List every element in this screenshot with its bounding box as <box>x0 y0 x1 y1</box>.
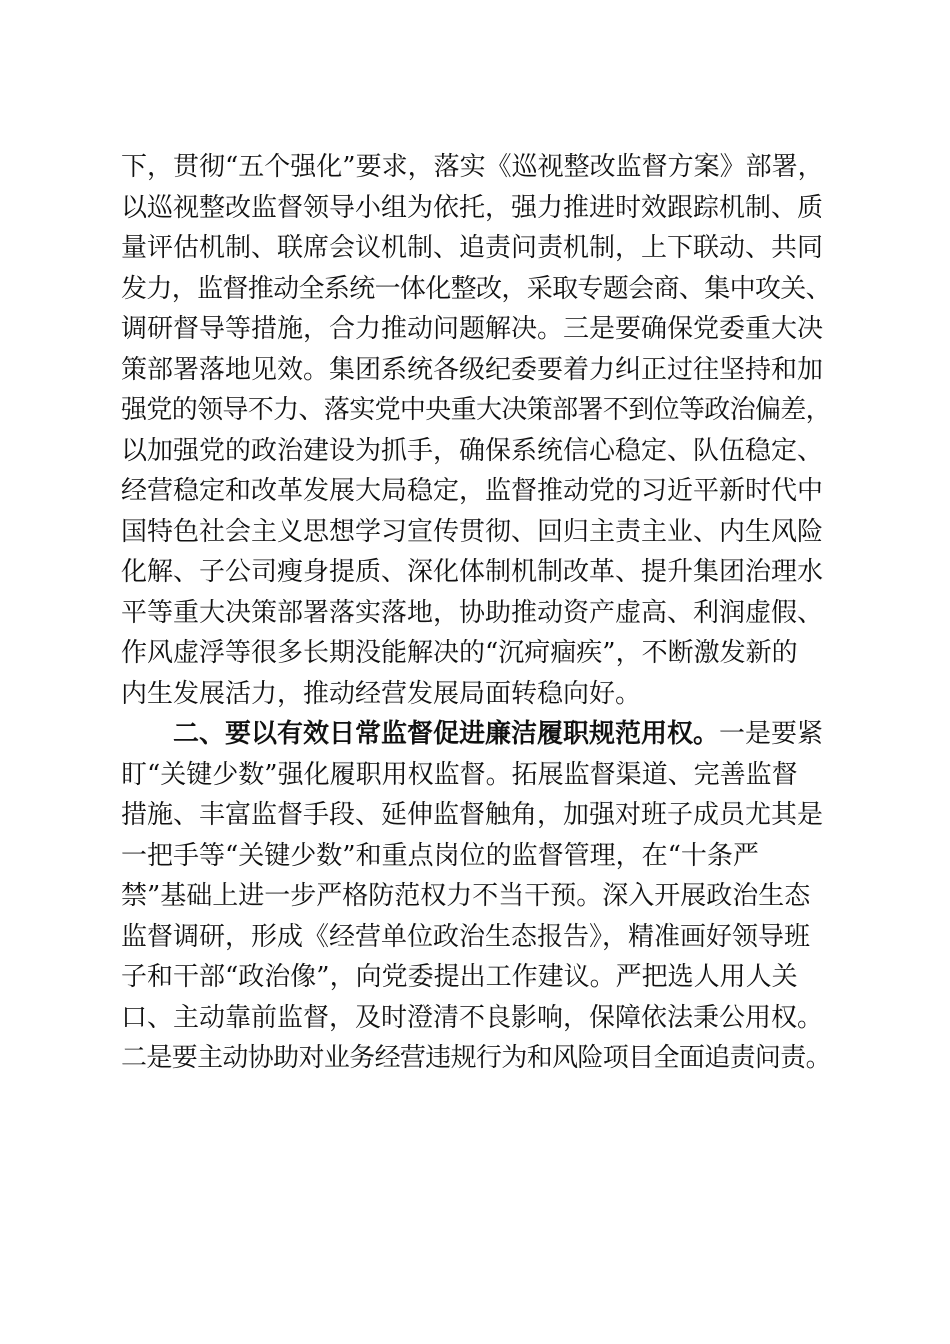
section-first-line <box>121 714 831 755</box>
paragraph-line: 强党的领导不力、落实党中央重大决策部署不到位等政治偏差， <box>121 395 831 425</box>
paragraph-line: 子和干部“政治像”，向党委提出工作建议。严把选人用人关 <box>121 962 798 992</box>
paragraph-line: 量评估机制、联席会议机制、追责问责机制，上下联动、共同 <box>121 233 824 263</box>
paragraph-line: 发力，监督推动全系统一体化整改，采取专题会商、集中攻关、 <box>121 273 831 304</box>
paragraph-line: 下，贯彻“五个强化”要求，落实《巡视整改监督方案》部署， <box>121 152 824 182</box>
paragraph-line: 一把手等“关键少数”和重点岗位的监督管理，在“十条严 <box>121 840 759 871</box>
paragraph-line: 措施、丰富监督手段、延伸监督触角，加强对班子成员尤其是 <box>121 800 824 830</box>
paragraph-line: 调研督导等措施，合力推动问题解决。三是要确保党委重大决 <box>121 314 824 344</box>
paragraph-line: 国特色社会主义思想学习宣传贯彻、回归主责主业、内生风险 <box>121 516 824 547</box>
paragraph-line: 内生发展活力，推动经营发展局面转稳向好。 <box>121 678 642 709</box>
paragraph-line: 监督调研，形成《经营单位政治生态报告》，精准画好领导班 <box>121 921 811 952</box>
paragraph-line: 二是要主动协助对业务经营违规行为和风险项目全面追责问责。 <box>121 1043 831 1073</box>
paragraph-line: 口、主动靠前监督，及时澄清不良影响，保障依法秉公用权。 <box>121 1002 824 1033</box>
paragraph-line: 平等重大决策部署落实落地，协助推动资产虚高、利润虚假、 <box>121 597 824 628</box>
paragraph-line: 化解、子公司瘦身提质、深化体制机制改革、提升集团治理水 <box>121 557 824 587</box>
paragraph-line: 经营稳定和改革发展大局稳定，监督推动党的习近平新时代中 <box>121 476 824 506</box>
paragraph-line: 以巡视整改监督领导小组为依托，强力推进时效跟踪机制、质 <box>121 192 824 223</box>
section-first-line-text: 一是要紧 <box>719 719 824 749</box>
paragraph-line: 盯“关键少数”强化履职用权监督。拓展监督渠道、完善监督 <box>121 759 798 790</box>
paragraph-line: 作风虚浮等很多长期没能解决的“沉疴痼疾”，不断激发新的 <box>121 638 798 668</box>
paragraph-line: 策部署落地见效。集团系统各级纪委要着力纠正过往坚持和加 <box>121 354 824 385</box>
document-body <box>121 147 831 1079</box>
paragraph-line: 禁”基础上进一步严格防范权力不当干预。深入开展政治生态 <box>121 881 811 911</box>
paragraph-line: 以加强党的政治建设为抓手，确保系统信心稳定、队伍稳定、 <box>121 435 824 466</box>
section-heading: 二、要以有效日常监督促进廉洁履职规范用权。 <box>173 719 720 749</box>
